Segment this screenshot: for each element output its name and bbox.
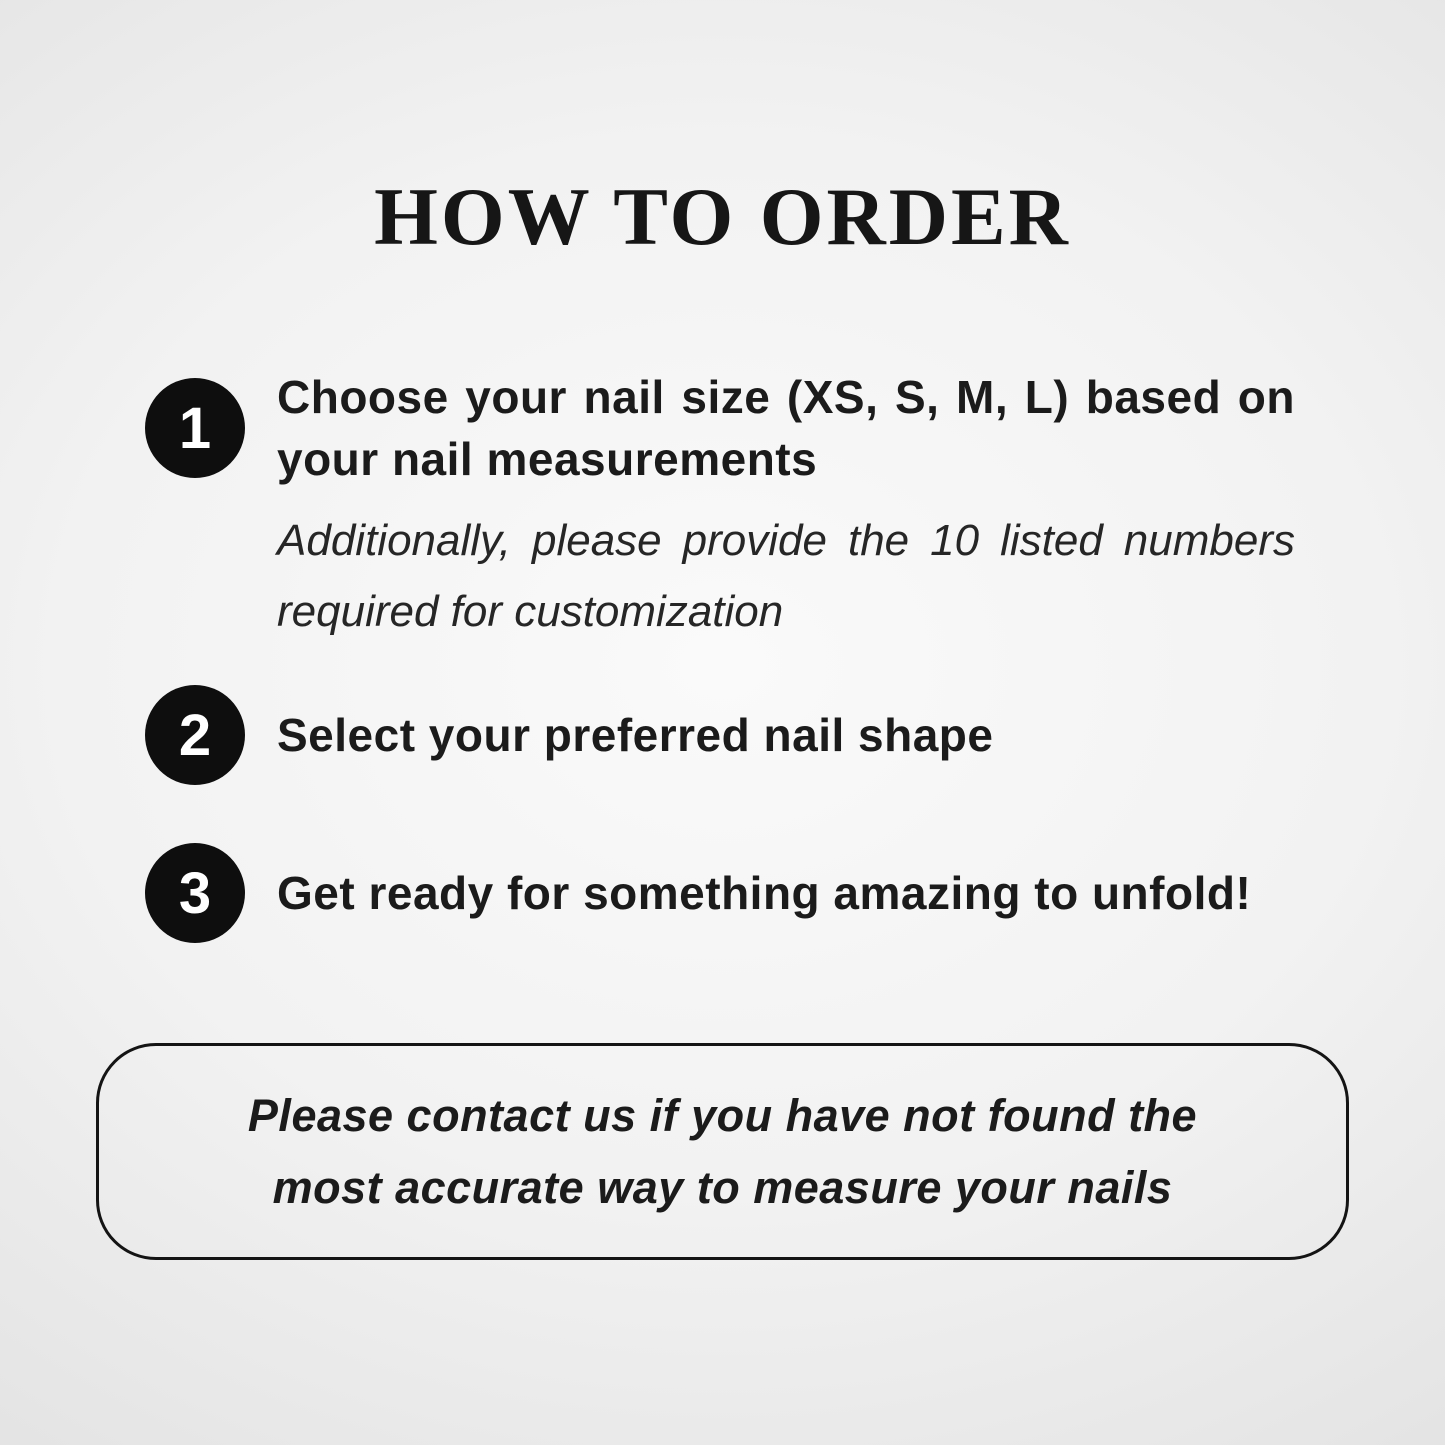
steps-list — [145, 366, 1295, 943]
step-text: Select your preferred nail shape — [277, 709, 994, 762]
step-number: 1 — [178, 395, 212, 461]
step-text: Get ready for something amazing to unfold! — [277, 867, 1252, 920]
contact-note-text: Please contact us if you have not found the most accurate way to measure your nails — [247, 1089, 1198, 1213]
step-item-1 — [145, 366, 1295, 647]
step-number: 3 — [178, 860, 212, 926]
page-title: HOW TO ORDER — [374, 171, 1071, 262]
step-row — [145, 366, 1295, 490]
step-item-3 — [145, 843, 1295, 943]
step-number-badge — [145, 843, 245, 943]
step-number-badge — [145, 685, 245, 785]
step-text: Choose your nail size (XS, S, M, L) based on your nail measurements — [277, 371, 1295, 486]
step-item-2 — [145, 685, 1295, 785]
step-note: Additionally, please provide the 10 listed numbers required for customization — [277, 516, 1295, 636]
step-number: 2 — [178, 702, 212, 768]
step-number-badge — [145, 378, 245, 478]
contact-note-box — [96, 1043, 1349, 1260]
